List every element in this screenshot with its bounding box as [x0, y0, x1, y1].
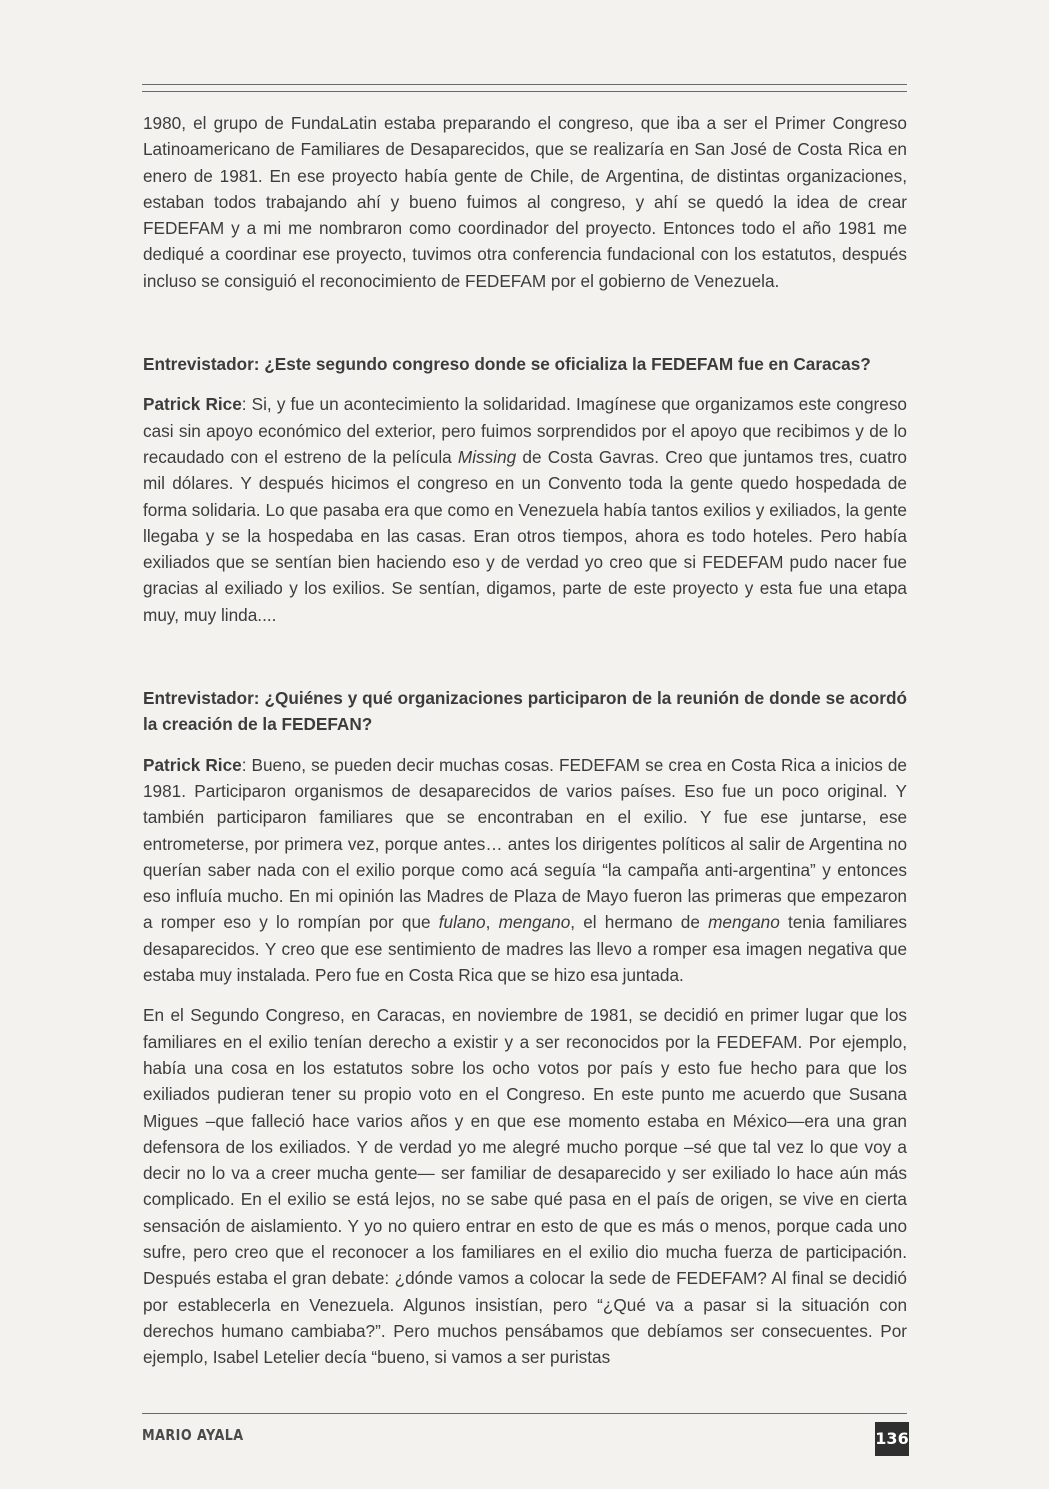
italic-word: fulano: [438, 912, 486, 933]
speaker-name: Patrick Rice: [143, 394, 242, 415]
italic-word: mengano: [708, 912, 780, 933]
answer-text: tenia familiares desaparecidos. Y creo que ese sentimiento de madres las llevo a romper esa imagen negativa que estaba muy instalada. Pero fue en Costa Rica que se hizo esa juntada.: [143, 912, 907, 986]
speaker-name: Patrick Rice: [143, 754, 242, 775]
page-body: [143, 110, 907, 1384]
answer-text: de Costa Gavras. Creo que juntamos tres, cuatro mil dólares. Y después hicimos el congreso en un Convento toda la gente quedo hospedada de forma solidaria. Lo que pasaba era que como en Venezuela había tantos exilios y exiliados, la gente llegaba y se la hospedaba en las casas. Eran otros tiempos, ahora es todo hoteles. Pero había exiliados que se sentían bien haciendo eso y de verdad yo creo que si FEDEFAM pudo nacer fue gracias al exiliado y los exilios. Se sentían, digamos, parte de este proyecto y esta fue una etapa muy, muy linda....: [143, 446, 907, 625]
answer-paragraph-3: En el Segundo Congreso, en Caracas, en noviembre de 1981, se decidió en primer lugar que los familiares en el exilio tenían derecho a existir y a ser reconocidos por la FEDEFAM. Por ejemplo, había una cosa en los estatutos sobre los ocho votos por país y esto fue hecho para que los exiliados pudieran tener su propio voto en el Congreso. En este punto me acuerdo que Susana Migues –que falleció hace varios años y en que ese momento estaba en México—era una gran defensora de los exiliados. Y de verdad yo me alegré mucho porque –sé que tal vez lo que voy a decir no lo va a creer mucha gente— ser familiar de desaparecido y ser exiliado lo hace aún más complicado. En el exilio se está lejos, no se sabe qué pasa en el país de origen, se vive en cierta sensación de aislamiento. Y yo no quiero entrar en esto de que es más o menos, porque cada uno sufre, pero creo que el reconocer a los familiares en el exilio dio mucha fuerza de participación. Después estaba el gran debate: ¿dónde vamos a colocar la sede de FEDEFAM? Al final se decidió por establecerla en Venezuela. Algunos insistían, pero “¿Qué va a pasar si la situación con derechos humano cambiaba?”. Pero muchos pensábamos que debíamos ser consecuentes. Por ejemplo, Isabel Letelier decía “bueno, si vamos a ser puristas: [143, 1005, 907, 1368]
answer-paragraph-1: [143, 391, 907, 628]
answer-text: : Bueno, se pueden decir muchas cosas. FEDEFAM se crea en Costa Rica a inicios de 1981. Participaron organismos de desaparecidos de varios países. Eso fue un poco original. Y también participaron familiares que se encontraban en el exilio. Y fue ese juntarse, ese entrometerse, por primera vez, porque antes… antes los dirigentes políticos al salir de Argentina no querían saber nada con el exilio porque como acá seguía “la campaña anti-argentina” y entonces eso influía mucho. En mi opinión las Madres de Plaza de Mayo fueron las primeras que empezaron a romper eso y lo rompían por que: [143, 754, 907, 933]
header-double-rule: [142, 84, 907, 92]
page-number-badge: 136: [875, 1422, 909, 1456]
italic-word: mengano: [498, 912, 571, 933]
answer-text: , el hermano de: [570, 912, 709, 933]
answer-text: : Si, y fue un acontecimiento la solidaridad. Imagínese que organizamos este congreso casi sin apoyo económico del exterior, pero fuimos sorprendidos por el apoyo que recibimos y de lo recaudado con el estreno de la película: [143, 394, 907, 467]
film-title: Missing: [457, 446, 517, 467]
intro-paragraph: 1980, el grupo de FundaLatin estaba preparando el congreso, que iba a ser el Primer Congreso Latinoamericano de Familiares de Desaparecidos, que se realizaría en San José de Costa Rica en enero de 1981. En ese proyecto había gente de Chile, de Argentina, de distintas organizaciones, estaban todos trabajando ahí y bueno fuimos al congreso, y ahí se quedó la idea de crear FEDEFAM y a mi me nombraron como coordinador del proyecto. Entonces todo el año 1981 me dediqué a coordinar ese proyecto, tuvimos otra conferencia fundacional con los estatutos, después incluso se consiguió el reconocimiento de FEDEFAM por el gobierno de Venezuela.: [143, 113, 907, 291]
footer-rule: [142, 1413, 907, 1414]
answer-paragraph-2: [143, 752, 907, 989]
interviewer-question-2: Entrevistador: ¿Quiénes y qué organizaciones participaron de la reunión de donde se acordó la creación de la FEDEFAN?: [143, 688, 907, 735]
interviewer-question-1: Entrevistador: ¿Este segundo congreso donde se oficializa la FEDEFAM fue en Caracas?: [143, 354, 871, 375]
footer-author: MARIO AYALA: [142, 1426, 244, 1444]
answer-text: ,: [485, 912, 499, 933]
